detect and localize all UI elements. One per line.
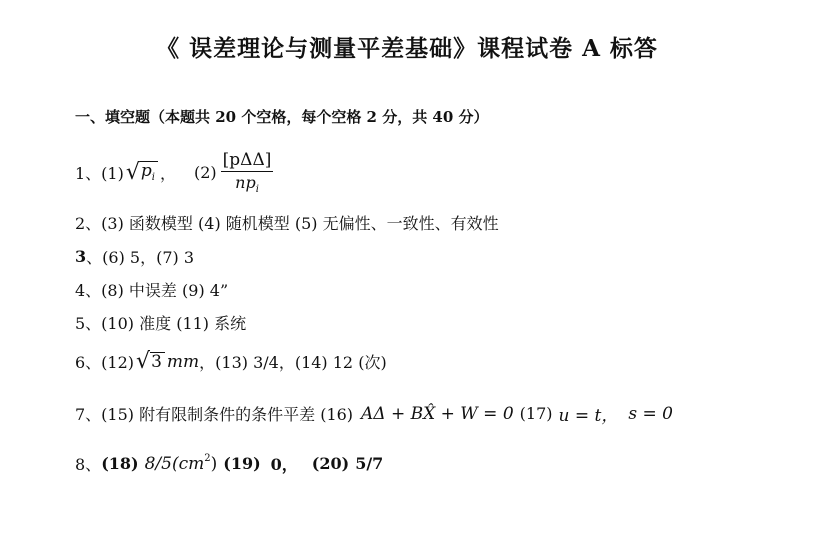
q6-rest: ，(13) 3/4，(14) 12 (次) (199, 353, 387, 372)
answer-line-4: 4、(8) 中误差 (9) 4” (75, 281, 229, 300)
answer-line-6 (75, 350, 387, 373)
q7-prefix: 7、(15) 附有限制条件的条件平差 (16) (75, 405, 354, 424)
q7-equation-1: AΔ + BX̂ + W = 0 (361, 403, 514, 424)
q8-item19: (19) (223, 454, 261, 473)
q8-prefix: 8、 (75, 455, 102, 474)
sqrt-expression (126, 161, 158, 184)
q7-item17: (17) (519, 404, 553, 423)
answer-line-7 (75, 401, 673, 426)
q7-equation-2: u = t， (558, 406, 619, 426)
answer-line-3 (75, 245, 194, 268)
answer-line-2: 2、(3) 函数模型 (4) 随机模型 (5) 无偏性、一致性、有效性 (75, 214, 499, 233)
q8-value-18: $8/5(cm^2)$ (144, 453, 218, 474)
q8-value-19: 0， (270, 455, 298, 474)
fraction-denominator: $np_i$ (235, 173, 259, 195)
section-heading: 一、填空题（本题共 20 个空格，每个空格 2 分，共 40 分） (75, 108, 489, 126)
answer-line-8 (75, 452, 383, 475)
q3-text: 、(6) 5，(7) 3 (86, 248, 195, 267)
q1-separator: ， (159, 164, 176, 183)
fraction-numerator: [pΔΔ] (222, 150, 272, 170)
sqrt-sign: √ (136, 348, 151, 374)
sqrt-expression (136, 348, 165, 374)
answer-line-5: 5、(10) 准度 (11) 系统 (75, 314, 247, 333)
page-title: 《 误差理论与测量平差基础》课程试卷 A 标答 (156, 35, 658, 62)
q8-item18: (18) (101, 454, 139, 473)
q1-prefix: 1、(1) (75, 164, 124, 183)
q6-prefix: 6、(12) (75, 353, 135, 372)
sqrt-sign: √ (125, 159, 140, 185)
q6-unit: mm (166, 351, 200, 372)
answer-line-1 (75, 150, 277, 195)
sqrt-radicand: $p_i$ (140, 161, 158, 184)
q1-item2: (2) (194, 163, 217, 182)
q8-value-20: 5/7 (355, 454, 384, 473)
q8-item20: (20) (311, 454, 350, 473)
q7-equation-3: s = 0 (628, 403, 673, 424)
fraction-expression (221, 150, 274, 195)
sqrt-radicand: 3 (150, 352, 165, 373)
q3-number: 3 (75, 247, 87, 266)
